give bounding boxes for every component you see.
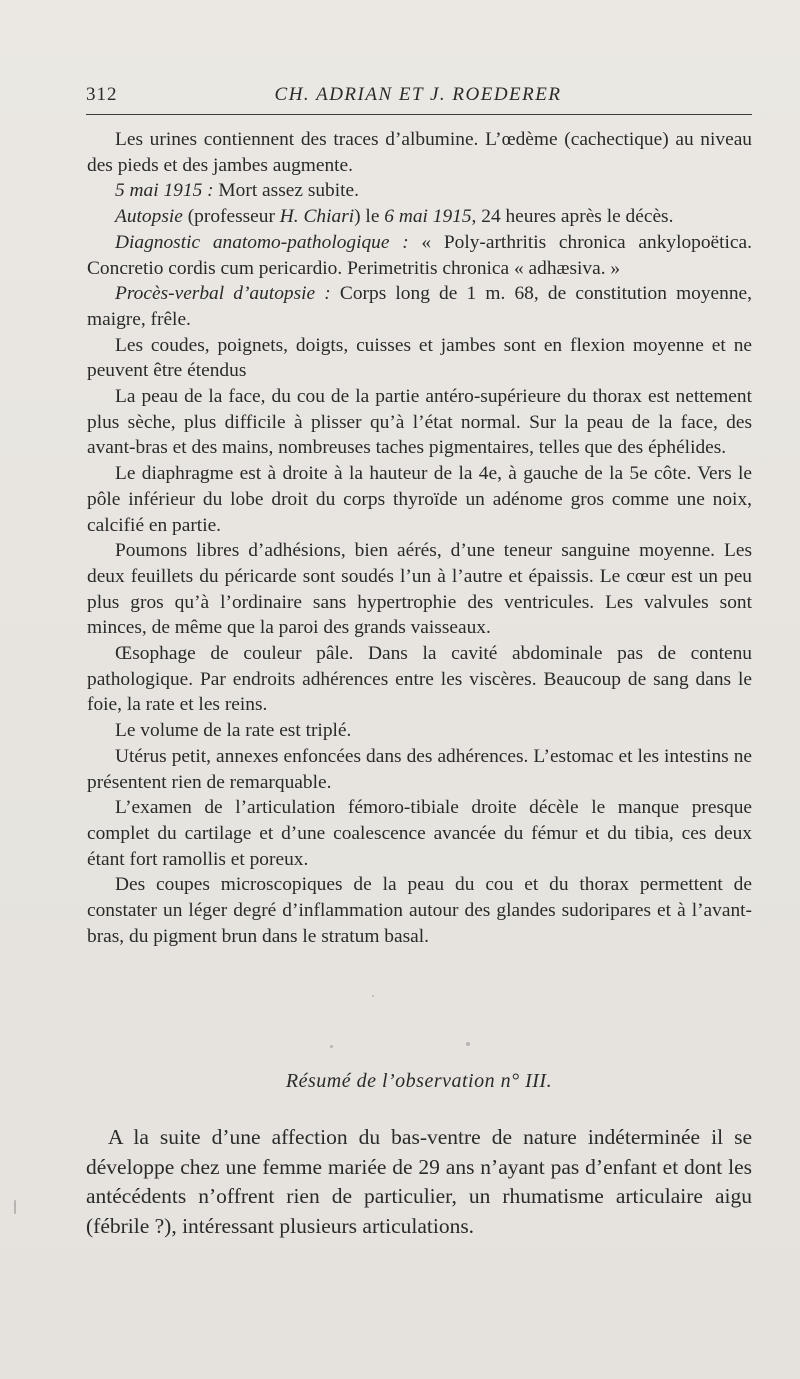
paragraph-uterus: Utérus petit, annexes enfoncées dans des adhérences. L’estomac et les intestins ne présentent rien de remarquable. [87, 745, 752, 793]
professor-name: H. Chiari [279, 206, 355, 228]
paragraph-skin: La peau de la face, du cou de la partie antéro-supérieure du thorax est nettement plus sèche, plus difficile à plisser qu’à l’état normal. Sur la peau de la face, des avant-bras et des mains, nombreuses taches pigmentaires, telles que des éphélides. [87, 386, 752, 459]
paragraph-autopsy: Autopsie (professeur H. Chiari) le 6 mai 1915, 24 heures après le décès. [115, 206, 674, 228]
header-rule [86, 114, 752, 115]
summary-text-block [86, 1123, 752, 1241]
paper-speck [372, 995, 374, 997]
proces-verbal-label: Procès-verbal d’autopsie : [115, 283, 331, 305]
paper-speck [466, 1042, 470, 1046]
summary-paragraph: A la suite d’une affection du bas-ventre de nature indéterminée il se développe chez une femme mariée de 29 ans n’ayant pas d’enfant et dont les antécédents n’offrent rien de particulier, un rhumatisme articulaire aigu (fébrile ?), intéressant plusieurs articulations. [86, 1125, 752, 1238]
paragraph-diagnostic: Diagnostic anatomo-pathologique : « Poly-arthritis chronica ankylopoëtica. Concretio cordis cum pericardio. Perimetritis chronica « adhæsiva. » [87, 231, 752, 279]
death-date: 5 mai 1915 : [115, 180, 214, 202]
page-header [86, 80, 750, 110]
diagnostic-label: Diagnostic anatomo-pathologique : [115, 231, 409, 253]
running-head: CH. ADRIAN ET J. ROEDERER [274, 84, 562, 105]
paragraph-urines: Les urines contiennent des traces d’albumine. L’œdème (cachectique) au niveau des pieds et des jambes augmente. [87, 129, 752, 176]
paragraph-death: 5 mai 1915 : Mort assez subite. [115, 180, 359, 202]
autopsy-report-text [87, 127, 752, 950]
paragraph-knee: L’examen de l’articulation fémoro-tibiale droite décèle le manque presque complet du cartilage et d’une coalescence avancée du fémur et du tibia, ces deux étant fort ramollis et poreux. [87, 797, 752, 870]
paper-speck [330, 1045, 333, 1048]
paragraph-microscopy: Des coupes microscopiques de la peau du cou et du thorax permettent de constater un léger degré d’inflammation autour des glandes sudoripares et à l’avant-bras, du pigment brun dans le stratum basal. [87, 874, 752, 947]
paragraph-proces-verbal: Procès-verbal d’autopsie : Corps long de 1 m. 68, de constitution moyenne, maigre, frêle. [87, 283, 752, 330]
autopsy-date: 6 mai 1915 [384, 206, 472, 228]
page-number: 312 [86, 84, 118, 105]
summary-title: Résumé de l’observation n° III. [285, 1070, 553, 1092]
paper-speck [14, 1200, 16, 1214]
paragraph-lungs-heart: Poumons libres d’adhésions, bien aérés, d’une teneur sanguine moyenne. Les deux feuillets du péricarde sont soudés l’un à l’autre et épaissis. Le cœur est un peu plus gros qu’à l’ordinaire sans hypertrophie des ventricules. Les valvules sont minces, de même que la paroi des grands vaisseaux. [87, 540, 752, 639]
paragraph-diaphragm: Le diaphragme est à droite à la hauteur de la 4e, à gauche de la 5e côte. Vers le pôle inférieur du lobe droit du corps thyroïde un adénome gros comme une noix, calcifié en partie. [87, 463, 752, 536]
paragraph-joints: Les coudes, poignets, doigts, cuisses et jambes sont en flexion moyenne et ne peuvent être étendus [87, 334, 752, 382]
paragraph-spleen: Le volume de la rate est triplé. [115, 720, 352, 742]
autopsy-label: Autopsie [115, 206, 183, 228]
paragraph-abdomen: Œsophage de couleur pâle. Dans la cavité abdominale pas de contenu pathologique. Par endroits adhérences entre les viscères. Beaucoup de sang dans le foie, la rate et les reins. [87, 643, 752, 716]
